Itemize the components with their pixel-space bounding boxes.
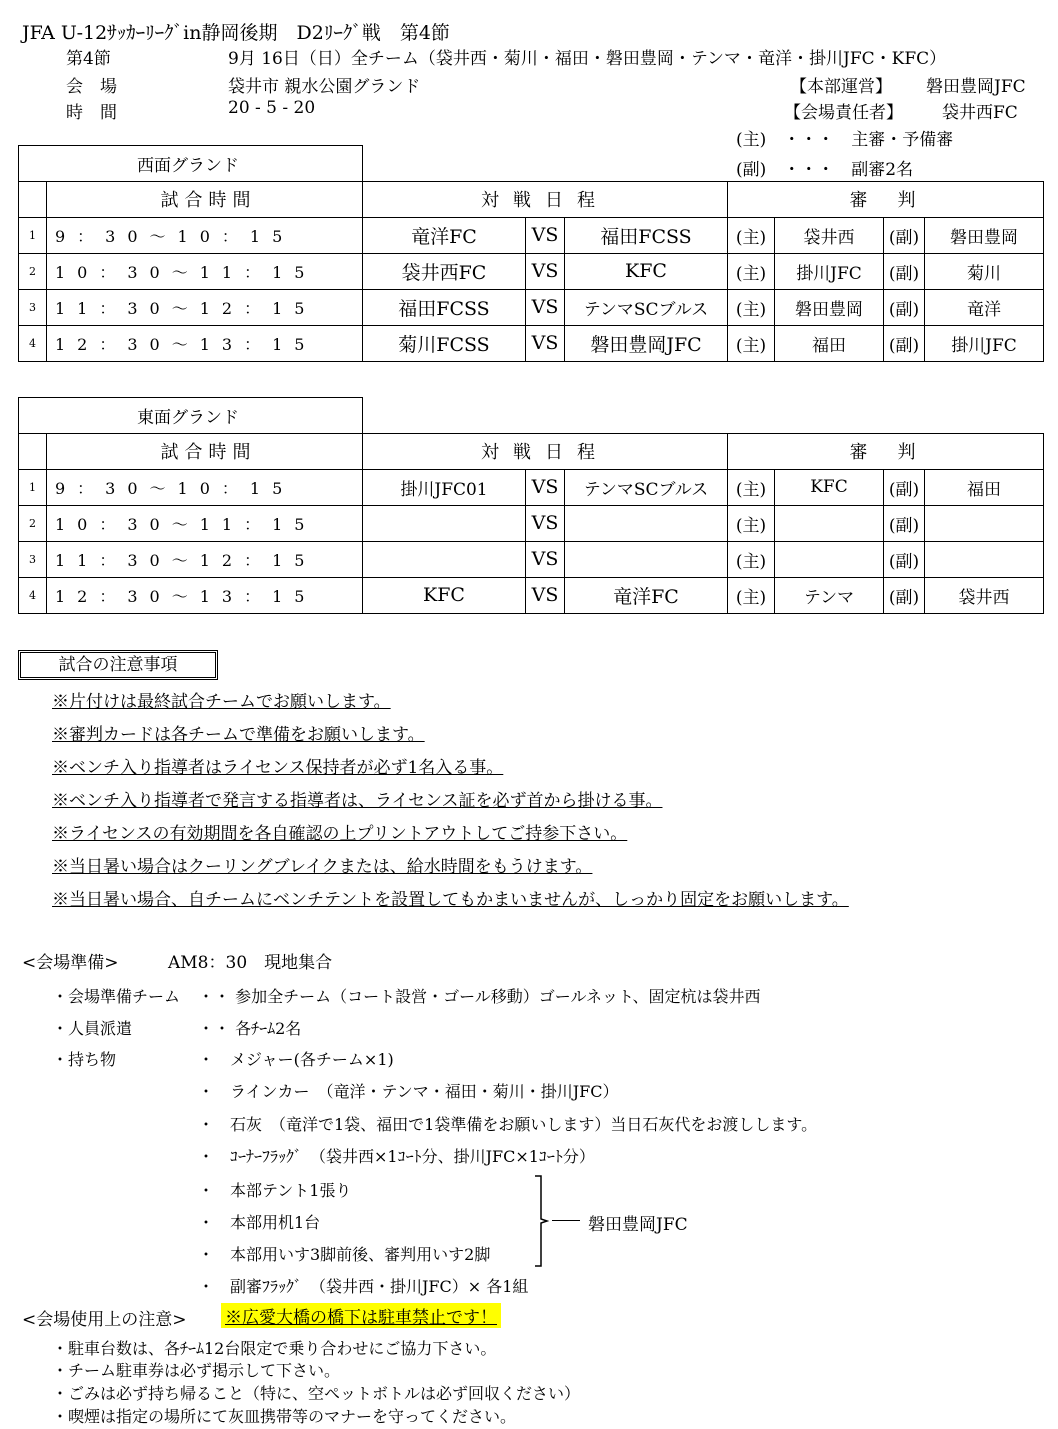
header-ref: 審 判 — [728, 181, 1044, 217]
sub-ref-mark: (副) — [884, 253, 925, 289]
notice-item: ※ベンチ入り指導者はライセンス保持者が必ず1名入る事。 — [52, 758, 504, 778]
hq-value: 磐田豊岡JFC — [926, 77, 1026, 97]
sub-ref — [925, 541, 1044, 577]
away-team: 磐田豊岡JFC — [565, 325, 728, 361]
prep-value: ・ ラインカー （竜洋・テンマ・福田・菊川・掛川JFC） — [198, 1082, 619, 1101]
table-row — [19, 325, 1044, 361]
prep-title: <会場準備> — [22, 953, 119, 973]
main-ref-mark: (主) — [728, 325, 775, 361]
header-no — [19, 181, 47, 217]
home-team — [363, 505, 526, 541]
east-ground-table — [18, 397, 1044, 614]
table-row — [19, 217, 1044, 253]
main-ref: 磐田豊岡 — [775, 289, 884, 325]
prep-value: ・・ 参加全チーム（コート設営・ゴール移動）ゴールネット、固定杭は袋井西 — [198, 987, 761, 1006]
main-ref: 袋井西 — [775, 217, 884, 253]
usage-title: <会場使用上の注意> — [22, 1310, 187, 1330]
home-team: 掛川JFC01 — [363, 469, 526, 505]
match-time: 11：30～12：15 — [47, 289, 363, 325]
usage-item: ・ごみは必ず持ち帰ること（特に、空ペットボトルは必ず回収ください） — [52, 1384, 581, 1403]
prep-value: ・ 石灰 （竜洋で1袋、福田で1袋準備をお願いします）当日石灰代をお渡しします。 — [198, 1115, 818, 1134]
sub-ref-mark: (副) — [884, 217, 925, 253]
ground-name: 西面グランド — [19, 146, 363, 182]
main-ref-mark: (主) — [728, 289, 775, 325]
sub-ref: 磐田豊岡 — [925, 217, 1044, 253]
main-ref-mark: (主) — [728, 541, 775, 577]
prep-time: AM8：30 現地集合 — [168, 953, 333, 973]
sub-ref — [925, 505, 1044, 541]
main-ref — [775, 505, 884, 541]
main-ref-mark: (主) — [728, 577, 775, 613]
table-row — [19, 253, 1044, 289]
prep-value: ・ メジャー(各チーム×1) — [198, 1050, 394, 1069]
legend-main: (主) ・・・ 主審・予備審 — [736, 130, 954, 150]
ground-name: 東面グランド — [19, 398, 363, 434]
table-row — [19, 577, 1044, 613]
header-time: 試合時間 — [47, 433, 363, 469]
header-match: 対戦日程 — [363, 433, 728, 469]
table-row — [19, 289, 1044, 325]
vs-label: VS — [526, 505, 565, 541]
away-team — [565, 505, 728, 541]
match-time: 10：30～11：15 — [47, 505, 363, 541]
prep-value: ・ 本部用いす3脚前後、審判用いす2脚 — [198, 1245, 491, 1264]
sub-ref-mark: (副) — [884, 541, 925, 577]
table-row — [19, 505, 1044, 541]
manager-value: 袋井西FC — [942, 103, 1018, 123]
sub-ref-mark: (副) — [884, 289, 925, 325]
match-time: 10：30～11：15 — [47, 253, 363, 289]
home-team: 竜洋FC — [363, 217, 526, 253]
row-no: 2 — [19, 253, 47, 289]
notice-item: ※ベンチ入り指導者で発言する指導者は、ライセンス証を必ず首から掛ける事。 — [52, 791, 663, 811]
row-no: 3 — [19, 289, 47, 325]
notice-item: ※当日暑い場合はクーリングブレイクまたは、給水時間をもうけます。 — [52, 857, 593, 877]
main-ref-mark: (主) — [728, 505, 775, 541]
prep-value: ・ ｺｰﾅｰﾌﾗｯｸﾞ （袋井西×1ｺｰﾄ分、掛川JFC×1ｺｰﾄ分） — [198, 1147, 595, 1166]
time-label: 時 間 — [66, 103, 117, 123]
prep-label: ・会場準備チーム — [52, 987, 181, 1006]
main-ref-mark: (主) — [728, 469, 775, 505]
away-team: テンマSCブルス — [565, 469, 728, 505]
away-team: 竜洋FC — [565, 577, 728, 613]
vs-label: VS — [526, 325, 565, 361]
header-time: 試合時間 — [47, 181, 363, 217]
row-no: 2 — [19, 505, 47, 541]
home-team: KFC — [363, 577, 526, 613]
venue-value: 袋井市 親水公園グランド — [228, 77, 421, 97]
prep-value: ・ 本部用机1台 — [198, 1213, 321, 1232]
sub-ref-mark: (副) — [884, 577, 925, 613]
away-team: テンマSCブルス — [565, 289, 728, 325]
sub-ref-mark: (副) — [884, 469, 925, 505]
sub-ref-mark: (副) — [884, 325, 925, 361]
round-label: 第4節 — [66, 49, 111, 69]
manager-label: 【会場責任者】 — [784, 103, 903, 123]
row-no: 4 — [19, 325, 47, 361]
vs-label: VS — [526, 577, 565, 613]
brace-icon — [535, 1175, 549, 1267]
main-ref — [775, 541, 884, 577]
away-team — [565, 541, 728, 577]
row-no: 1 — [19, 217, 47, 253]
round-value: 9月 16日（日）全チーム（袋井西・菊川・福田・磐田豊岡・テンマ・竜洋・掛川JFC・KFC） — [228, 49, 947, 69]
home-team: 袋井西FC — [363, 253, 526, 289]
table-row — [19, 541, 1044, 577]
sub-ref: 掛川JFC — [925, 325, 1044, 361]
match-time: 9：30～10：15 — [47, 217, 363, 253]
prep-value: ・ 本部テント1張り — [198, 1181, 352, 1200]
sub-ref: 福田 — [925, 469, 1044, 505]
sub-ref-mark: (副) — [884, 505, 925, 541]
header-ref: 審 判 — [728, 433, 1044, 469]
match-time: 9：30～10：15 — [47, 469, 363, 505]
match-time: 11：30～12：15 — [47, 541, 363, 577]
hq-label: 【本部運営】 — [790, 77, 892, 97]
notice-item: ※審判カードは各チームで準備をお願いします。 — [52, 725, 425, 745]
main-ref: 福田 — [775, 325, 884, 361]
brace-line — [552, 1220, 580, 1221]
prep-label: ・人員派遣 — [52, 1019, 133, 1038]
notices-title: 試合の注意事項 — [18, 650, 218, 680]
usage-item: ・喫煙は指定の場所にて灰皿携帯等のマナーを守ってください。 — [52, 1407, 517, 1426]
match-time: 12：30～13：15 — [47, 577, 363, 613]
vs-label: VS — [526, 253, 565, 289]
vs-label: VS — [526, 217, 565, 253]
usage-item: ・チーム駐車券は必ず掲示して下さい。 — [52, 1361, 341, 1380]
notice-item: ※当日暑い場合、自チームにベンチテントを設置してもかまいませんが、しっかり固定をお願いします。 — [52, 890, 849, 910]
home-team: 福田FCSS — [363, 289, 526, 325]
notice-item: ※ライセンスの有効期間を各自確認の上プリントアウトしてご持参下さい。 — [52, 824, 628, 844]
main-ref: テンマ — [775, 577, 884, 613]
header-match: 対戦日程 — [363, 181, 728, 217]
main-ref-mark: (主) — [728, 217, 775, 253]
page-title: JFA U-12ｻｯｶｰﾘｰｸﾞin静岡後期 D2ﾘｰｸﾞ戦 第4節 — [22, 22, 450, 44]
sub-ref: 袋井西 — [925, 577, 1044, 613]
main-ref: KFC — [775, 469, 884, 505]
prep-value: ・・ 各ﾁｰﾑ2名 — [198, 1019, 302, 1038]
match-time: 12：30～13：15 — [47, 325, 363, 361]
header-no — [19, 433, 47, 469]
usage-item: ・駐車台数は、各ﾁｰﾑ12台限定で乗り合わせにご協力下さい。 — [52, 1339, 497, 1358]
home-team — [363, 541, 526, 577]
west-ground-table — [18, 145, 1044, 362]
row-no: 4 — [19, 577, 47, 613]
prep-label: ・持ち物 — [52, 1050, 117, 1069]
home-team: 菊川FCSS — [363, 325, 526, 361]
main-ref-mark: (主) — [728, 253, 775, 289]
time-value: 20 - 5 - 20 — [228, 98, 316, 118]
sub-ref: 菊川 — [925, 253, 1044, 289]
prep-value: ・ 副審ﾌﾗｯｸﾞ （袋井西・掛川JFC）× 各1組 — [198, 1277, 529, 1296]
venue-label: 会 場 — [66, 77, 117, 97]
vs-label: VS — [526, 541, 565, 577]
away-team: 福田FCSS — [565, 217, 728, 253]
table-row — [19, 469, 1044, 505]
sub-ref: 竜洋 — [925, 289, 1044, 325]
vs-label: VS — [526, 469, 565, 505]
usage-highlight: ※広愛大橋の橋下は駐車禁止です！ — [221, 1303, 501, 1328]
brace-label: 磐田豊岡JFC — [588, 1215, 688, 1235]
away-team: KFC — [565, 253, 728, 289]
vs-label: VS — [526, 289, 565, 325]
notice-item: ※片付けは最終試合チームでお願いします。 — [52, 692, 391, 712]
row-no: 1 — [19, 469, 47, 505]
row-no: 3 — [19, 541, 47, 577]
legend-sub: (副) ・・・ 副審2名 — [736, 160, 914, 180]
main-ref: 掛川JFC — [775, 253, 884, 289]
